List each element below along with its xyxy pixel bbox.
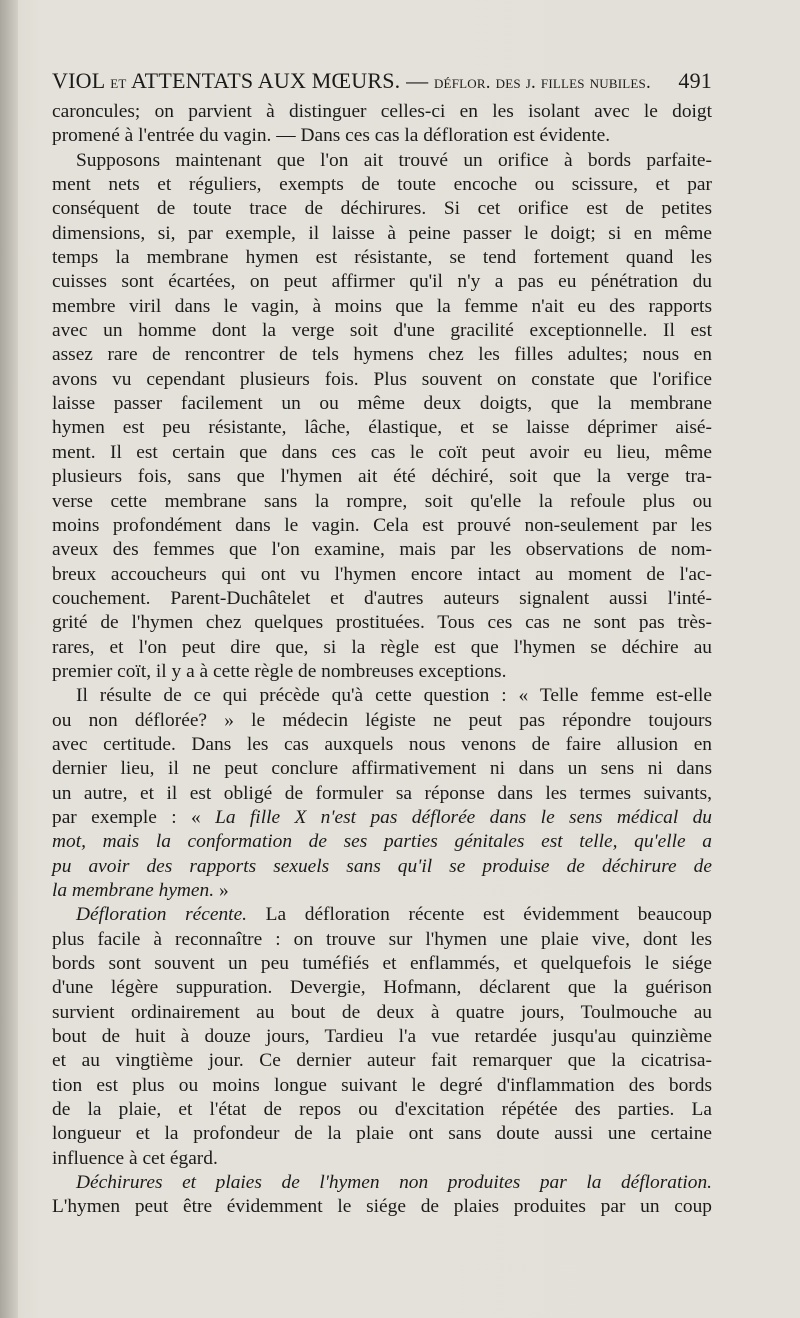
title-attentats: ATTENTATS AUX MŒURS. — [131, 68, 401, 93]
text-line: un autre, et il est obligé de formuler sa réponse dans les termes suivants, — [52, 782, 712, 804]
text-line: premier coït, il y a à cette règle de nombreuses exceptions. — [52, 660, 507, 682]
text-run: » — [218, 880, 229, 901]
text-line: et au vingtième jour. Ce dernier auteur fait remarquer que la cicatrisa- — [52, 1050, 712, 1072]
text-line: de la plaie, et l'état de repos ou d'excitation répétée des parties. La — [52, 1099, 712, 1121]
title-viol: VIOL — [52, 68, 105, 93]
text-line: temps la membrane hymen est résistante, se tend fortement quand les — [52, 247, 712, 269]
text-line: longueur et la profondeur de la plaie ont sans doute aussi une certaine — [52, 1123, 712, 1145]
text-line: plusieurs fois, sans que l'hymen ait été déchiré, soit que la verge tra- — [52, 466, 712, 488]
text-line: hymen est peu résistante, lâche, élastique, et se laisse déprimer aisé- — [52, 417, 712, 439]
italic-run: la membrane hymen. — [52, 880, 215, 901]
text-line: ou non déflorée? » le médecin légiste ne peut pas répondre toujours — [52, 709, 712, 731]
text-line — [52, 903, 712, 927]
text-line: d'une légère suppuration. Devergie, Hofmann, déclarent que la guérison — [52, 977, 712, 999]
text-line: bout de huit à douze jours, Tardieu l'a vue retardée jusqu'au quinzième — [52, 1026, 712, 1048]
text-line: influence à cet égard. — [52, 1147, 218, 1169]
text-line — [52, 806, 712, 830]
text-line: membre viril dans le vagin, à moins que la femme n'ait eu des rapports — [52, 295, 712, 317]
text-line: conséquent de toute trace de déchirures. Si cet orifice est de petites — [52, 198, 712, 220]
text-line: tion est plus ou moins longue suivant le degré d'inflammation des bords — [52, 1074, 712, 1096]
text-line: dernier lieu, il ne peut conclure affirmativement ni dans un sens ni dans — [52, 758, 712, 780]
text-line: avec certitude. Dans les cas auxquels nous venons de faire allusion en — [52, 733, 712, 755]
title-dash: — — [406, 68, 429, 93]
text-line: Il résulte de ce qui précède qu'à cette question : « Telle femme est-elle — [76, 685, 712, 707]
title-et: et — [110, 72, 127, 93]
text-line: cuisses sont écartées, on peut affirmer qu'il n'y a pas eu pénétration du — [52, 271, 712, 293]
text-line: mot, mais la conformation de ses parties génitales est telle, qu'elle a — [52, 831, 712, 853]
text-line: plus facile à reconnaître : on trouve sur l'hymen une plaie vive, dont les — [52, 928, 712, 950]
running-subtitle: déflor. des j. filles nubiles. — [433, 72, 651, 93]
page-gutter-shadow — [0, 0, 18, 1318]
running-header — [52, 68, 712, 98]
text-line: moins profondément dans le vagin. Cela est prouvé non-seulement par les — [52, 514, 712, 536]
text-line: survient ordinairement au bout de deux à quatre jours, Toulmouche au — [52, 1001, 712, 1023]
running-title — [52, 68, 651, 94]
body-text — [52, 100, 712, 1220]
text-line: ment. Il est certain que dans ces cas le coït peut avoir eu lieu, même — [52, 441, 712, 463]
text-line: L'hymen peut être évidemment le siége de plaies produites par un coup — [52, 1196, 712, 1218]
text-line: laisse passer facilement un ou même deux doigts, que la membrane — [52, 393, 712, 415]
text-run: La défloration récente est évidemment beaucoup — [265, 904, 712, 926]
text-line: promené à l'entrée du vagin. — Dans ces cas la défloration est évidente. — [52, 125, 611, 147]
text-line: bords sont souvent un peu tuméfiés et enflammés, et quelquefois le siége — [52, 953, 712, 975]
text-line: avec un homme dont la verge soit d'une gracilité exceptionnelle. Il est — [52, 320, 712, 342]
text-line: couchement. Parent-Duchâtelet et d'autres auteurs signalent aussi l'inté- — [52, 587, 712, 609]
text-line: verse cette membrane sans la rompre, soit qu'elle la refoule plus ou — [52, 490, 712, 512]
italic-run: La fille X n'est pas déflorée dans le sens médical du — [215, 806, 712, 828]
text-line: grité de l'hymen chez quelques prostituées. Tous ces cas ne sont pas très- — [52, 612, 712, 634]
text-line: assez rare de rencontrer de tels hymens chez les filles adultes; nous en — [52, 344, 712, 366]
text-line: breux accoucheurs qui ont vu l'hymen encore intact au moment de l'ac- — [52, 563, 712, 585]
text-line: aveux des femmes que l'on examine, mais par les observations de nom- — [52, 539, 712, 561]
text-line: pu avoir des rapports sexuels sans qu'il se produise de déchirure de — [52, 855, 712, 877]
section-heading: Déchirures et plaies de l'hymen non produites par la défloration. — [76, 1172, 712, 1194]
text-line — [52, 879, 712, 903]
page-number: 491 — [678, 68, 712, 93]
text-line: ment nets et réguliers, exempts de toute encoche ou scissure, et par — [52, 174, 712, 196]
section-heading: Défloration récente. — [76, 904, 248, 926]
text-line: dimensions, si, par exemple, il laisse à peine passer le doigt; si en même — [52, 222, 712, 244]
text-line: caroncules; on parvient à distinguer celles-ci en les isolant avec le doigt — [52, 101, 712, 122]
text-line: rares, et l'on peut dire que, si la règle est que l'hymen se déchire au — [52, 636, 712, 658]
text-line: avons vu cependant plusieurs fois. Plus souvent on constate que l'orifice — [52, 368, 712, 390]
text-line: Supposons maintenant que l'on ait trouvé un orifice à bords parfaite- — [76, 149, 712, 171]
text-run: par exemple : « — [52, 806, 201, 828]
